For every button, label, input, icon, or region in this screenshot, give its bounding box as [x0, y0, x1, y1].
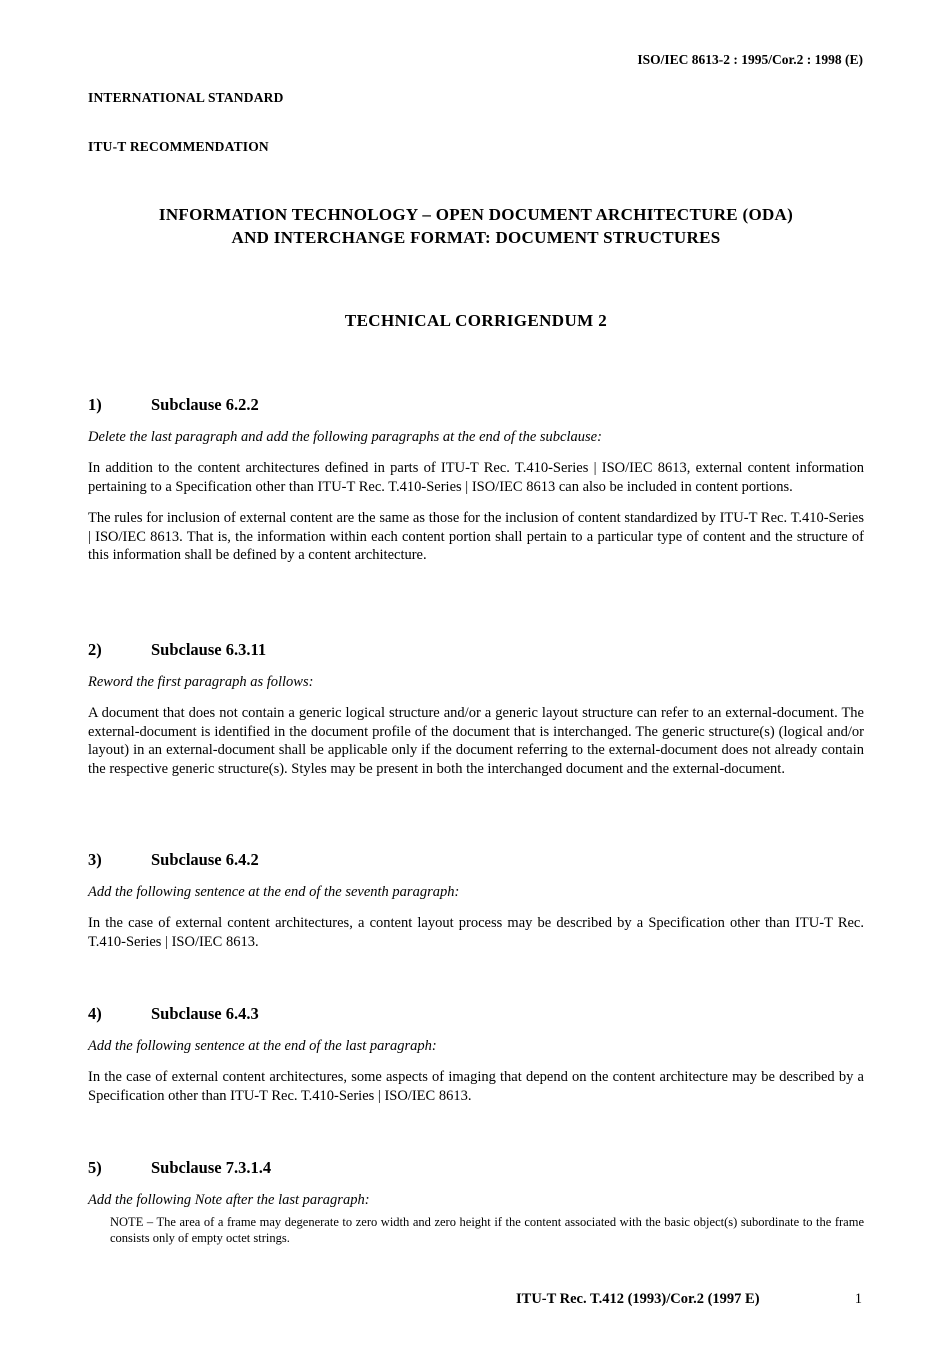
footer-reference: ITU-T Rec. T.412 (1993)/Cor.2 (1997 E) — [516, 1291, 760, 1307]
international-standard-label: INTERNATIONAL STANDARD — [88, 90, 284, 105]
section-heading — [88, 640, 864, 660]
page-number: 1 — [854, 1291, 862, 1307]
section-title: Subclause 6.4.2 — [151, 850, 259, 869]
section-title: Subclause 6.3.11 — [151, 640, 267, 659]
section-number: 4) — [88, 1004, 102, 1023]
section-3 — [88, 850, 864, 951]
instruction: Add the following sentence at the end of the seventh paragraph: — [88, 884, 460, 900]
section-2 — [88, 640, 864, 778]
paragraph: In addition to the content architectures defined in parts of ITU-T Rec. T.410-Series | ISO/IEC 8613, external content information pertaining to a Specification other than ITU-T Rec. T.410-Series | ISO/IEC 8613 can also be included in content portions. — [88, 460, 864, 495]
section-heading — [88, 395, 864, 415]
section-5 — [88, 1158, 864, 1246]
section-number: 3) — [88, 850, 102, 869]
section-title: Subclause 6.2.2 — [151, 395, 259, 414]
document-title — [88, 203, 864, 249]
section-heading — [88, 1158, 864, 1178]
itu-recommendation-label: ITU-T RECOMMENDATION — [88, 139, 269, 154]
note: NOTE – The area of a frame may degenerate to zero width and zero height if the content associated with the basic object(s) subordinate to the frame consists only of empty octet strings. — [110, 1215, 864, 1245]
paragraph: A document that does not contain a generic logical structure and/or a generic layout structure can refer to an external-document. The external-document is identified in the document profile of the document that is interchanged. The generic structure(s) (logical and/or layout) in an external-document shall be applicable only if the document referring to the external-document does not already contain the respective generic structure(s). Styles may be present in both the interchanged document and the external-document. — [88, 705, 864, 777]
section-title: Subclause 6.4.3 — [151, 1004, 259, 1023]
section-4 — [88, 1004, 864, 1105]
paragraph: In the case of external content architectures, a content layout process may be described by a Specification other than ITU-T Rec. T.410-Series | ISO/IEC 8613. — [88, 915, 864, 950]
paragraph: The rules for inclusion of external content are the same as those for the inclusion of content standardized by ITU-T Rec. T.410-Series | ISO/IEC 8613. That is, the information within each content portion shall pertain to a particular type of content and the structure of this information shall be defined by a content architecture. — [88, 510, 864, 563]
section-heading — [88, 850, 864, 870]
section-number: 5) — [88, 1158, 102, 1177]
instruction: Reword the first paragraph as follows: — [88, 674, 314, 690]
instruction: Delete the last paragraph and add the following paragraphs at the end of the subclause: — [88, 429, 602, 445]
document-reference: ISO/IEC 8613-2 : 1995/Cor.2 : 1998 (E) — [637, 52, 863, 67]
section-title: Subclause 7.3.1.4 — [151, 1158, 272, 1177]
corrigendum-title: TECHNICAL CORRIGENDUM 2 — [344, 311, 608, 330]
section-number: 1) — [88, 395, 102, 414]
instruction: Add the following sentence at the end of the last paragraph: — [88, 1038, 437, 1054]
paragraph: In the case of external content architectures, some aspects of imaging that depend on the content architecture may be described by a Specification other than ITU-T Rec. T.410-Series | ISO/IEC 8613. — [88, 1069, 864, 1104]
title-line-2: AND INTERCHANGE FORMAT: DOCUMENT STRUCTURES — [231, 228, 721, 247]
section-heading — [88, 1004, 864, 1024]
section-number: 2) — [88, 640, 102, 659]
instruction: Add the following Note after the last paragraph: — [88, 1192, 370, 1208]
title-line-1: INFORMATION TECHNOLOGY – OPEN DOCUMENT ARCHITECTURE (ODA) — [158, 205, 794, 224]
section-1 — [88, 395, 864, 565]
